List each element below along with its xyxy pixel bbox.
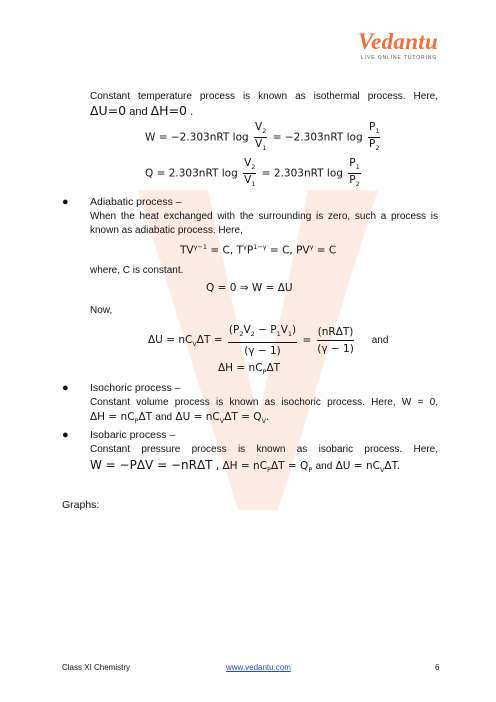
graphs-label: Graphs: bbox=[62, 499, 100, 511]
isobaric-equations: W = −PΔV = −nRΔT , $\Delta H = nC_P\Delta T = Q_P$ and $\Delta U = nC_V\Delta T$. bbox=[90, 458, 401, 475]
and-word: and bbox=[129, 106, 148, 118]
isothermal-conditions bbox=[90, 104, 193, 119]
pressure-ratio: $\frac{P_1}{P_2}$ bbox=[349, 157, 360, 189]
work-lhs: W = −2.303nRT log bbox=[145, 131, 249, 144]
vedantu-logo bbox=[358, 30, 470, 66]
isothermal-work-equation bbox=[145, 121, 382, 154]
bullet-icon: ● bbox=[62, 196, 69, 208]
isochoric-equations: $\Delta H = nC_P\Delta T$ and $\Delta U = nC_V\Delta T = Q_V$. bbox=[90, 411, 270, 426]
volume-ratio: $\frac{V_2}{V_1}$ bbox=[255, 121, 267, 153]
period: . bbox=[190, 106, 194, 118]
footer-subject: Class XI Chemistry bbox=[62, 663, 131, 672]
logo-wordmark: Vedantu bbox=[358, 29, 439, 54]
isothermal-heat-equation bbox=[145, 157, 363, 190]
adiabatic-text-line1: When the heat exchanged with the surrounding is zero, such a process is bbox=[90, 211, 438, 222]
delta-h-zero: ΔH=0 bbox=[150, 103, 188, 118]
isothermal-paragraph: Constant temperature process is known as isothermal process. Here, bbox=[90, 91, 438, 102]
bullet-icon: ● bbox=[62, 382, 69, 394]
isochoric-heading: Isochoric process – bbox=[90, 382, 181, 394]
isobaric-heading: Isobaric process – bbox=[90, 429, 176, 441]
adiabatic-fraction-2: $\frac{\text{(nRΔT)}}{(\gamma - 1)}$ bbox=[317, 326, 354, 356]
isochoric-text: Constant volume process is known as isochoric process. Here, W = 0, bbox=[90, 397, 438, 408]
pressure-ratio: $\frac{P_1}{P_2}$ bbox=[368, 121, 380, 153]
now-label: Now, bbox=[90, 305, 113, 316]
volume-ratio: $\frac{V_2}{V_1}$ bbox=[244, 157, 256, 189]
heat-lhs: Q = 2.303nRT log bbox=[145, 167, 238, 180]
adiabatic-heading: Adiabatic process – bbox=[90, 196, 182, 208]
footer-page-number: 6 bbox=[435, 663, 440, 672]
bullet-icon: ● bbox=[62, 429, 69, 441]
work-mid: = −2.303nRT log bbox=[272, 131, 363, 144]
footer-website-link[interactable]: www.vedantu.com bbox=[226, 663, 291, 672]
where-constant: where, C is constant. bbox=[90, 265, 184, 276]
isobaric-text: Constant pressure process is known as isobaric process. Here, bbox=[90, 444, 438, 455]
adiabatic-relations: $TV^{\gamma-1} = C$, $T^\gamma P^{1-\gamma} = C$, $PV^\gamma = C$ bbox=[180, 243, 337, 257]
logo-tagline: LIVE ONLINE TUTORING bbox=[361, 55, 438, 61]
delta-u-zero: ΔU=0 bbox=[90, 103, 127, 118]
adiabatic-du-equation: $\Delta U = nC_V\Delta T$ = $\frac{(P_2V_2 - P_1V_1)}{(\gamma - 1)}$ = $\frac{\text{(nRΔT)}}{(\gamma - 1)}$ and bbox=[148, 324, 389, 358]
adiabatic-fraction-1: $\frac{(P_2V_2 - P_1V_1)}{(\gamma - 1)}$ bbox=[228, 324, 297, 358]
adiabatic-q-zero: Q = 0 ⇒ W = ΔU bbox=[206, 282, 293, 294]
adiabatic-text-line2: known as adiabatic process. Here, bbox=[90, 225, 243, 236]
heat-mid: = 2.303nRT log bbox=[261, 167, 343, 180]
adiabatic-dh-equation: $\Delta H = nC_P\Delta T$ bbox=[218, 362, 281, 377]
and-word: and bbox=[315, 461, 333, 472]
and-word: and bbox=[155, 412, 173, 423]
and-word: and bbox=[371, 335, 389, 347]
